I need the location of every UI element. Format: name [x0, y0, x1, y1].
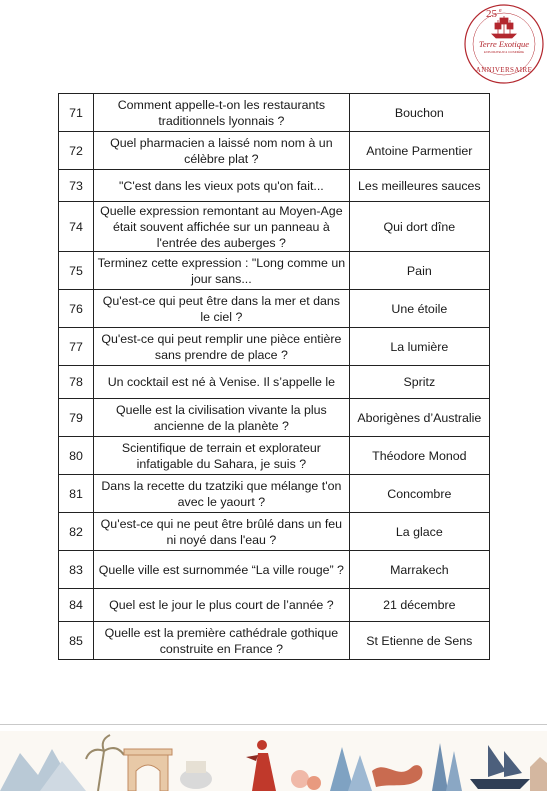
question-text: Dans la recette du tzatziki que mélange t'on avec le yaourt ?: [94, 475, 350, 513]
question-number: 78: [59, 366, 94, 399]
brand-tagline: EXPLORATEUR & CUISINIÈRE: [483, 50, 525, 54]
quiz-row: [59, 132, 490, 170]
question-text: "C'est dans les vieux pots qu'on fait...: [94, 170, 350, 202]
question-number: 76: [59, 290, 94, 328]
question-number: 74: [59, 202, 94, 252]
terre-exotique-anniversary-logo: [462, 2, 546, 86]
answer-text: 21 décembre: [349, 589, 489, 622]
footer-illustration-band: [0, 731, 547, 791]
answer-text: Les meilleures sauces: [349, 170, 489, 202]
quiz-row: [59, 622, 490, 660]
question-number: 83: [59, 551, 94, 589]
answer-text: Antoine Parmentier: [349, 132, 489, 170]
question-text: Terminez cette expression : "Long comme un jour sans...: [94, 252, 350, 290]
question-text: Quel pharmacien a laissé nom nom à un célèbre plat ?: [94, 132, 350, 170]
anniversary-number: 25: [486, 8, 497, 20]
answer-text: Théodore Monod: [349, 437, 489, 475]
question-text: Un cocktail est né à Venise. Il s’appelle le: [94, 366, 350, 399]
quiz-row: [59, 399, 490, 437]
question-number: 80: [59, 437, 94, 475]
question-text: Scientifique de terrain et explorateur infatigable du Sahara, je suis ?: [94, 437, 350, 475]
answer-text: Spritz: [349, 366, 489, 399]
quiz-row: [59, 475, 490, 513]
question-text: Quelle ville est surnommée “La ville rouge” ?: [94, 551, 350, 589]
quiz-row: [59, 290, 490, 328]
answer-text: Marrakech: [349, 551, 489, 589]
quiz-row: [59, 202, 490, 252]
answer-text: Pain: [349, 252, 489, 290]
question-text: Qu'est-ce qui ne peut être brûlé dans un feu ni noyé dans l'eau ?: [94, 513, 350, 551]
question-number: 85: [59, 622, 94, 660]
quiz-row: [59, 252, 490, 290]
question-text: Quelle est la première cathédrale gothique construite en France ?: [94, 622, 350, 660]
question-number: 82: [59, 513, 94, 551]
question-text: Quelle est la civilisation vivante la plus ancienne de la planète ?: [94, 399, 350, 437]
question-number: 72: [59, 132, 94, 170]
question-number: 84: [59, 589, 94, 622]
quiz-row: [59, 513, 490, 551]
quiz-row: [59, 589, 490, 622]
answer-text: La lumière: [349, 328, 489, 366]
anniversary-sup: e: [499, 8, 502, 14]
question-text: Quelle expression remontant au Moyen-Age était souvent affichée sur un panneau à l'entrée des auberges ?: [94, 202, 350, 252]
question-text: Qu'est-ce qui peut être dans la mer et dans le ciel ?: [94, 290, 350, 328]
quiz-row: [59, 366, 490, 399]
question-number: 79: [59, 399, 94, 437]
footer-divider: [0, 724, 547, 725]
answer-text: La glace: [349, 513, 489, 551]
quiz-table-body: [59, 94, 490, 660]
question-number: 75: [59, 252, 94, 290]
question-number: 81: [59, 475, 94, 513]
quiz-row: [59, 94, 490, 132]
question-number: 77: [59, 328, 94, 366]
quiz-table: [58, 93, 490, 660]
anniversary-word: ANNIVERSAIRE: [475, 66, 533, 74]
quiz-row: [59, 551, 490, 589]
answer-text: Une étoile: [349, 290, 489, 328]
question-number: 71: [59, 94, 94, 132]
answer-text: Qui dort dîne: [349, 202, 489, 252]
question-number: 73: [59, 170, 94, 202]
quiz-row: [59, 437, 490, 475]
answer-text: Bouchon: [349, 94, 489, 132]
question-text: Qu'est-ce qui peut remplir une pièce entière sans prendre de place ?: [94, 328, 350, 366]
question-text: Quel est le jour le plus court de l’année ?: [94, 589, 350, 622]
brand-name: Terre Exotique: [478, 39, 530, 49]
answer-text: Aborigènes d’Australie: [349, 399, 489, 437]
quiz-row: [59, 170, 490, 202]
question-text: Comment appelle-t-on les restaurants traditionnels lyonnais ?: [94, 94, 350, 132]
answer-text: Concombre: [349, 475, 489, 513]
quiz-row: [59, 328, 490, 366]
answer-text: St Etienne de Sens: [349, 622, 489, 660]
